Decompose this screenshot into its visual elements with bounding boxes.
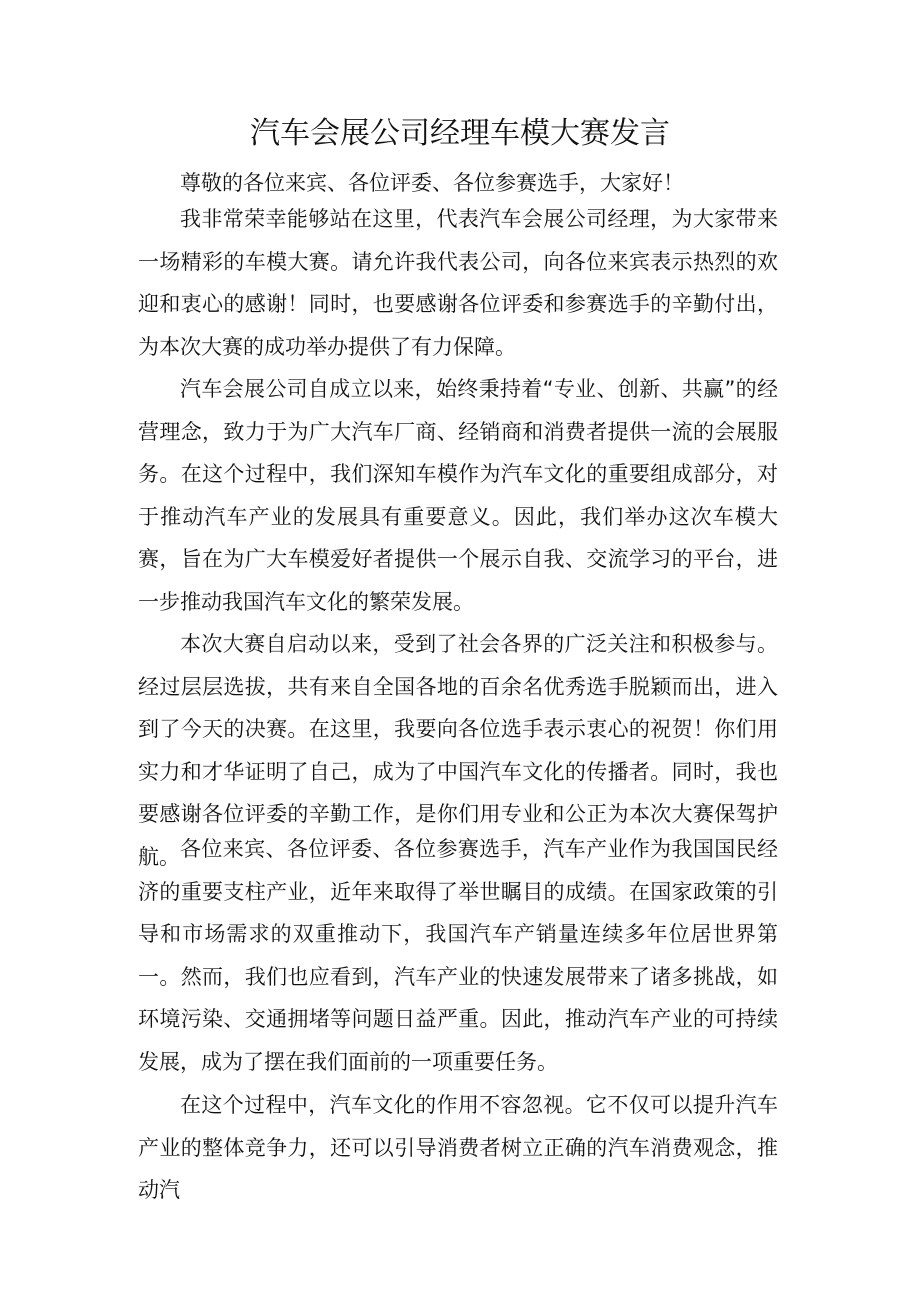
document-title: 汽车会展公司经理车模大赛发言 [250, 116, 670, 151]
paragraph: 各位来宾、各位评委、各位参赛选手，汽车产业作为我国国民经济的重要支柱产业，近年来取得了举世瞩目的成绩。在国家政策的引导和市场需求的双重推动下，我国汽车产销量连续多年位居世界第一。然而，我们也应看到，汽车产业的快速发展带来了诸多挑战，如环境污染、交通拥堵等问题日益严重。因此，推动汽车产业的可持续发展，成为了摆在我们面前的一项重要任务。 [138, 837, 778, 1074]
paragraph: 在这个过程中，汽车文化的作用不容忽视。它不仅可以提升汽车产业的整体竞争力，还可以引导消费者树立正确的汽车消费观念，推动汽 [138, 1093, 778, 1202]
paragraph: 我非常荣幸能够站在这里，代表汽车会展公司经理，为大家带来一场精彩的车模大赛。请允许我代表公司，向各位来宾表示热烈的欢迎和衷心的感谢！同时，也要感谢各位评委和参赛选手的辛勤付出，为本次大赛的成功举办提供了有力保障。 [138, 207, 778, 359]
paragraph: 本次大赛自启动以来，受到了社会各界的广泛关注和积极参与。经过层层选拔，共有来自全国各地的百余名优秀选手脱颖而出，进入到了今天的决赛。在这里，我要向各位选手表示衷心的祝贺！你们用实力和才华证明了自己，成为了中国汽车文化的传播者。同时，我也要感谢各位评委的辛勤工作，是你们用专业和公正为本次大赛保驾护航。 [138, 632, 778, 869]
paragraph: 汽车会展公司自成立以来，始终秉持着“专业、创新、共赢”的经营理念，致力于为广大汽车厂商、经销商和消费者提供一流的会展服务。在这个过程中，我们深知车模作为汽车文化的重要组成部分，对于推动汽车产业的发展具有重要意义。因此，我们举办这次车模大赛，旨在为广大车模爱好者提供一个展示自我、交流学习的平台，进一步推动我国汽车文化的繁荣发展。 [138, 377, 778, 614]
greeting-line: 尊敬的各位来宾、各位评委、各位参赛选手，大家好！ [180, 171, 684, 195]
